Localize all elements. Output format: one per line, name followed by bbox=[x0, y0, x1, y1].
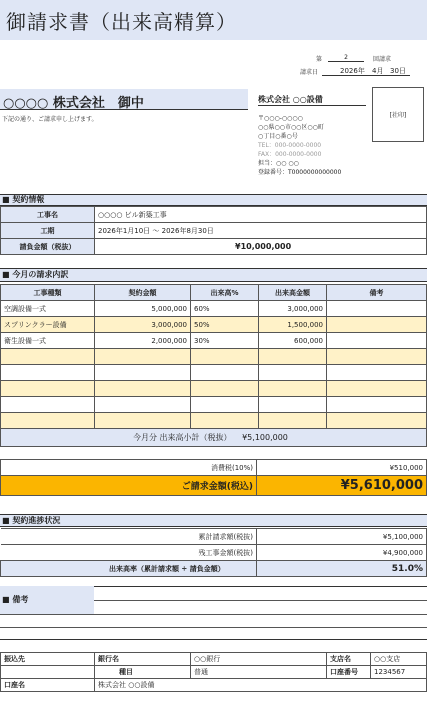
table-row bbox=[1, 653, 427, 666]
tax-value: ¥510,000 bbox=[257, 460, 427, 476]
account-label: 口座番号 bbox=[327, 666, 371, 679]
invoice-date-month: 4月 bbox=[372, 67, 384, 75]
type-value: 普通 bbox=[191, 666, 327, 679]
tax-label: 消費税(10%) bbox=[1, 460, 257, 476]
table-row bbox=[1, 545, 427, 561]
client-note: 下記の通り、ご請求申し上げます。 bbox=[2, 116, 98, 123]
subtotal-value: ¥5,100,000 bbox=[242, 433, 288, 442]
rate-row bbox=[1, 561, 427, 577]
issuer-line: 登録番号：T0000000000000 bbox=[258, 169, 342, 176]
issuer-line: 〒○○○-○○○○ bbox=[258, 115, 303, 122]
invoice-no: 2 bbox=[328, 54, 364, 62]
contract-table bbox=[0, 206, 427, 255]
table-row bbox=[1, 223, 427, 239]
col-header: 出来高% bbox=[191, 285, 259, 301]
cell bbox=[327, 317, 427, 333]
company-seal-box: [社印] bbox=[372, 87, 424, 142]
client-name: ○○○○ 株式会社 御中 bbox=[3, 96, 144, 111]
remarks-line bbox=[0, 614, 427, 615]
cell: 30% bbox=[191, 333, 259, 349]
cell: 5,000,000 bbox=[95, 301, 191, 317]
col-header: 工事種類 bbox=[1, 285, 95, 301]
cell: 600,000 bbox=[259, 333, 327, 349]
issuer-line: TEL：000-0000-0000 bbox=[258, 142, 322, 149]
cell: 衛生設備一式 bbox=[1, 333, 95, 349]
tax-row bbox=[1, 460, 427, 476]
table-row bbox=[1, 397, 427, 413]
issuer-line: ○○県○○市○○区○○町 bbox=[258, 124, 324, 131]
document-title: 御請求書（出来高精算） bbox=[6, 10, 237, 34]
invoice-no-label: 第 bbox=[316, 56, 323, 63]
branch-label: 支店名 bbox=[327, 653, 371, 666]
cell: スプリンクラー設備 bbox=[1, 317, 95, 333]
remarks-line bbox=[0, 627, 427, 628]
cell: 1,500,000 bbox=[259, 317, 327, 333]
cell: 50% bbox=[191, 317, 259, 333]
cell: 60% bbox=[191, 301, 259, 317]
billing-table bbox=[0, 284, 427, 447]
progress-section-header: ■ 契約進捗状況 bbox=[0, 514, 427, 527]
contract-label: 工期 bbox=[1, 223, 95, 239]
col-header: 契約金額 bbox=[95, 285, 191, 301]
issuer-line: 担当：○○ ○○ bbox=[258, 160, 299, 167]
subtotal-row bbox=[1, 429, 427, 447]
invoice-date-label: 請求日 bbox=[300, 69, 319, 76]
remarks-line bbox=[94, 600, 427, 601]
rate-label: 出来高率（累計請求額 ÷ 請負金額） bbox=[1, 561, 257, 577]
contract-value: 2026年1月10日 ～ 2026年8月30日 bbox=[95, 223, 427, 239]
table-row bbox=[1, 239, 427, 255]
issuer-name: 株式会社 ○○設備 bbox=[258, 94, 366, 106]
cell: 3,000,000 bbox=[259, 301, 327, 317]
total-row bbox=[1, 476, 427, 496]
progress-label: 残工事金額(税抜) bbox=[1, 545, 257, 561]
total-label: ご請求金額(税込) bbox=[1, 476, 257, 496]
invoice-date-day: 30日 bbox=[390, 67, 406, 75]
progress-value: ¥4,900,000 bbox=[257, 545, 427, 561]
table-row bbox=[1, 679, 427, 692]
col-header: 出来高金額 bbox=[259, 285, 327, 301]
issuer-line: ○丁目○番○号 bbox=[258, 133, 298, 140]
progress-table bbox=[0, 528, 427, 577]
col-header: 備考 bbox=[327, 285, 427, 301]
table-row bbox=[1, 365, 427, 381]
cell bbox=[327, 333, 427, 349]
table-row bbox=[1, 381, 427, 397]
invoice-date-year: 2026年 bbox=[340, 67, 365, 75]
payee-label: 振込先 bbox=[1, 653, 95, 666]
table-row bbox=[1, 301, 427, 317]
totals-table bbox=[0, 459, 427, 496]
contract-section-header: ■ 契約情報 bbox=[0, 194, 427, 206]
rate-value: 51.0% bbox=[257, 561, 427, 577]
table-row bbox=[1, 529, 427, 545]
total-value: ¥5,610,000 bbox=[257, 476, 427, 496]
bank-table bbox=[0, 652, 427, 692]
table-row bbox=[1, 207, 427, 223]
bank-label: 銀行名 bbox=[95, 653, 191, 666]
table-row bbox=[1, 349, 427, 365]
holder-label: 口座名 bbox=[1, 679, 95, 692]
cell: 3,000,000 bbox=[95, 317, 191, 333]
bank-value: ○○銀行 bbox=[191, 653, 327, 666]
progress-label: 累計請求額(税抜) bbox=[1, 529, 257, 545]
table-row bbox=[1, 413, 427, 429]
holder-value: 株式会社 ○○設備 bbox=[95, 679, 427, 692]
type-label: 種目 bbox=[95, 666, 191, 679]
contract-label: 請負金額（税抜） bbox=[1, 239, 95, 255]
cell: 空調設備一式 bbox=[1, 301, 95, 317]
progress-value: ¥5,100,000 bbox=[257, 529, 427, 545]
branch-value: ○○支店 bbox=[371, 653, 427, 666]
cell: 2,000,000 bbox=[95, 333, 191, 349]
table-row bbox=[1, 317, 427, 333]
table-row bbox=[1, 333, 427, 349]
billing-section-header: ■ 今月の請求内訳 bbox=[0, 268, 427, 282]
contract-value: ○○○○ ビル新築工事 bbox=[95, 207, 427, 223]
issuer-details bbox=[258, 113, 358, 176]
account-value: 1234567 bbox=[371, 666, 427, 679]
invoice-no-suffix: 回請求 bbox=[373, 56, 392, 63]
cell bbox=[327, 301, 427, 317]
table-header-row bbox=[1, 285, 427, 301]
remarks-header: ■ 備考 bbox=[0, 586, 94, 614]
subtotal-cell bbox=[1, 429, 427, 447]
subtotal-label: 今月分 出来高小計（税抜） bbox=[133, 433, 232, 442]
table-row bbox=[1, 666, 427, 679]
contract-amount: ¥10,000,000 bbox=[95, 239, 427, 255]
issuer-line: FAX：000-0000-0000 bbox=[258, 151, 322, 158]
contract-label: 工事名 bbox=[1, 207, 95, 223]
